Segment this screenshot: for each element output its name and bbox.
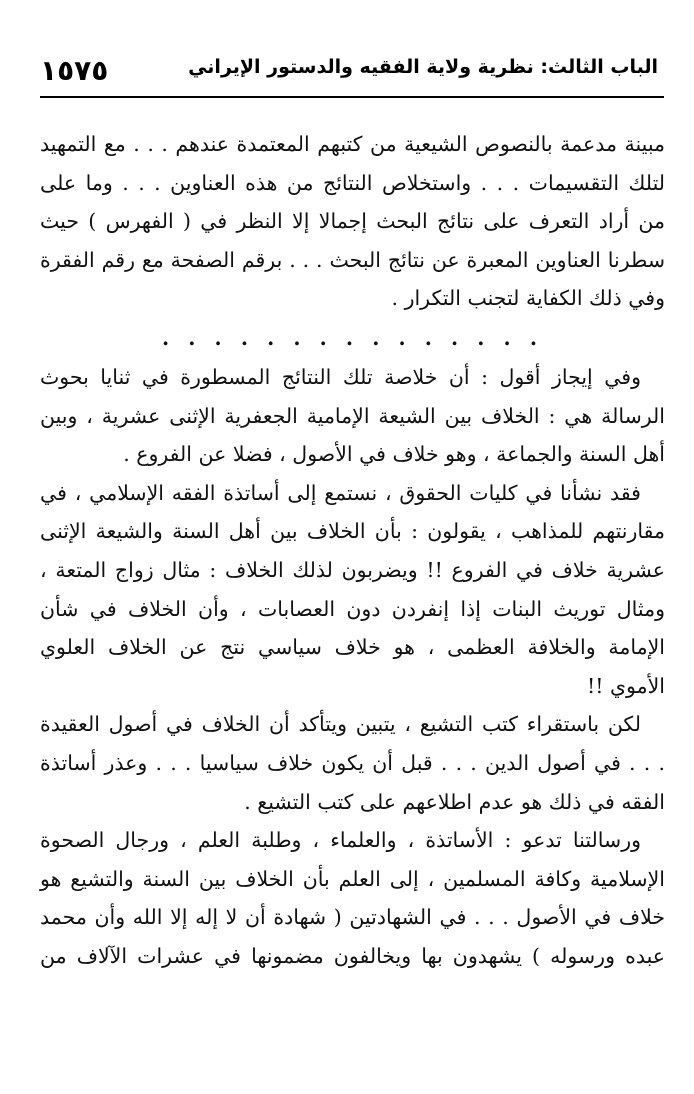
running-title: الباب الثالث: نظرية ولاية الفقيه والدستور الإيراني: [188, 56, 658, 78]
text-line: مبينة مدعمة بالنصوص الشيعية من كتبهم المعتمدة عندهم . . . مع التمهيد: [40, 132, 665, 156]
text-line: أهل السنة والجماعة ، وهو خلاف في الأصول ، فضلا عن الفروع .: [123, 442, 665, 467]
text-line: ورسالتنا تدعو : الأساتذة ، والعلماء ، وطلبة العلم ، ورجال الصحوة: [40, 828, 641, 853]
text-line: لكن باستقراء كتب التشيع ، يتبين ويتأكد أن الخلاف في أصول العقيدة: [40, 712, 641, 737]
header-rule: [40, 96, 664, 98]
text-line: لتلك التقسيمات . . . واستخلاص النتائج من هذه العناوين . . . وما على: [40, 170, 665, 195]
text-line: خلاف في الأصول . . . في الشهادتين ( شهادة أن لا إله إلا الله وأن محمد: [40, 905, 665, 930]
text-line: فقد نشأنا في كليات الحقوق ، نستمع إلى أساتذة الفقه الإسلامي ، في: [40, 480, 641, 505]
text-line: مقارنتهم للمذاهب ، يقولون : بأن الخلاف بين أهل السنة والشيعة الإثنى: [40, 519, 665, 544]
text-line: ومثال توريث البنات إذا إنفردن دون العصابات ، وأن الخلاف في شأن: [40, 596, 665, 621]
text-line: سطرنا العناوين المعبرة عن نتائج البحث . . . برقم الصفحة مع رقم الفقرة: [40, 247, 665, 272]
text-line: الإسلامية وكافة المسلمين ، إلى العلم بأن الخلاف بين السنة والتشيع هو: [40, 866, 665, 891]
text-line: الرسالة هي : الخلاف بين الشيعة الإمامية الجعفرية الإثنى عشرية ، وبين: [40, 403, 665, 428]
text-line: وفي ذلك الكفاية لتجنب التكرار .: [391, 286, 665, 311]
text-line: . . . في أصول الدين . . . قبل أن يكون خلاف سياسيا . . . وعذر أساتذة: [40, 750, 665, 775]
page-number: ١٥٧٥: [40, 54, 109, 87]
text-line: عبده ورسوله ) يشهدون بها ويخالفون مضمونها في عشرات الآلاف من: [40, 943, 665, 968]
text-line: الإمامة والخلافة العظمى ، هو خلاف سياسي نتج عن الخلاف العلوي: [40, 635, 665, 660]
page-header: [40, 52, 664, 102]
text-line: عشرية خلاف في الفروع !! ويضربون لذلك الخلاف : مثال زواج المتعة ،: [40, 557, 665, 582]
text-line: وفي إيجاز أقول : أن خلاصة تلك النتائج المسطورة في ثنايا بحوث: [40, 364, 641, 389]
text-line: من أراد التعرف على نتائج البحث إجمالا إلا النظر في ( الفهرس ) حيث: [40, 209, 666, 234]
section-separator: . . . . . . . . . . . . . . .: [162, 325, 543, 350]
body-text: [40, 125, 665, 975]
text-line: الأموي !!: [587, 673, 665, 698]
text-line: الفقه في ذلك هو عدم اطلاعهم على كتب التشيع .: [244, 789, 665, 814]
